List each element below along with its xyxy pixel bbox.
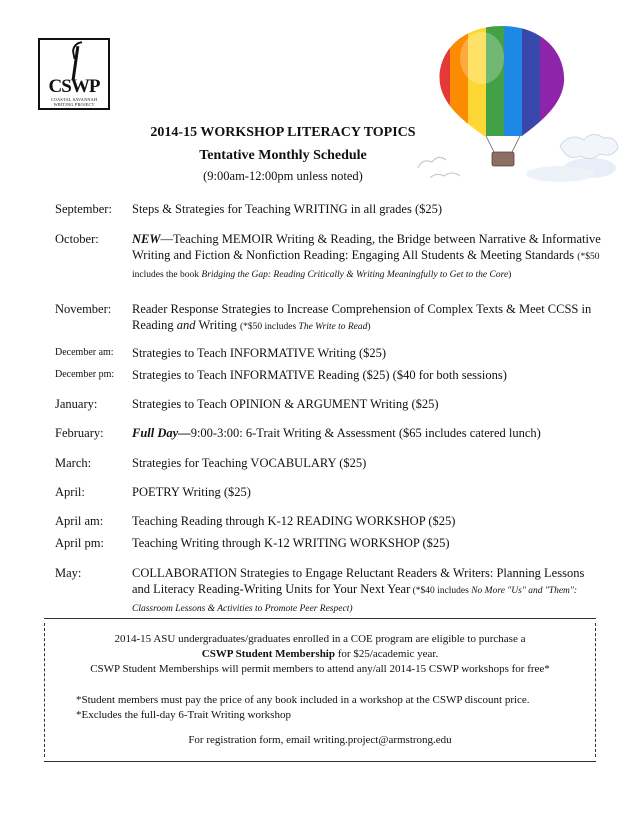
month-label: April: (55, 485, 85, 499)
page-subtitle: Tentative Monthly Schedule (199, 148, 367, 163)
topic-text: Teaching Reading through K-12 READING WORKSHOP ($25) (132, 514, 456, 528)
quill-pen-icon (72, 46, 80, 80)
logo-mark: CSWP (48, 76, 100, 97)
topic-text: Teaching Writing through K-12 WRITING WORKSHOP ($25) (132, 536, 450, 550)
topic-text: Full Day—9:00-3:00: 6-Trait Writing & Assessment ($65 includes catered lunch) (132, 426, 541, 440)
month-label: March: (55, 456, 92, 470)
membership-price: CSWP Student Membership for $25/academic year. (201, 648, 439, 660)
topic-text: Steps & Strategies for Teaching WRITING in all grades ($25) (132, 202, 443, 216)
month-label: November: (55, 302, 112, 316)
registration-contact: For registration form, email writing.project@armstrong.edu (188, 734, 452, 746)
book-note: (*$50 includes the book Bridging the Gap: Reading Critically & Writing Meaningfully to Get to the Core) (132, 252, 600, 280)
month-label: December am: (55, 347, 114, 358)
logo-subtitle: COASTAL SAVANNAH WRITING PROJECT (50, 97, 98, 107)
topic-text: NEW—Teaching MEMOIR Writing & Reading, the Bridge between Narrative & Informative Writing and Fiction & Nonfiction Reading: Engaging All Students & Meeting Standards (*$50 includes the book Bridging the Gap: Reading Critically & Writing Meaningfully to Get to the Core) (132, 232, 601, 280)
month-label: April pm: (55, 536, 104, 550)
membership-eligibility: 2014-15 ASU undergraduates/graduates enrolled in a COE program are eligible to purchase a (114, 633, 526, 645)
month-label: February: (55, 426, 104, 440)
topic-text: Strategies to Teach OPINION & ARGUMENT Writing ($25) (132, 397, 439, 411)
topic-text: COLLABORATION Strategies to Engage Reluctant Readers & Writers: Planning Lessons and Literacy Reading-Writing Units for Your Next Year (*$40 includes No More "Us" and "Them": Classroom Lessons & Activities to Promote Peer Respect) (132, 566, 585, 614)
topic-text: Strategies to Teach INFORMATIVE Reading ($25) ($40 for both sessions) (132, 368, 507, 382)
month-label: April am: (55, 514, 104, 528)
month-label: January: (55, 397, 98, 411)
topic-text: Strategies for Teaching VOCABULARY ($25) (132, 456, 367, 470)
book-note: (*$50 includes The Write to Read) (239, 322, 371, 332)
cswp-logo (38, 38, 110, 110)
month-label: September: (55, 202, 112, 216)
month-label: December pm: (55, 369, 115, 380)
membership-benefit: CSWP Student Memberships will permit members to attend any/all 2014-15 CSWP workshops for free* (90, 663, 550, 675)
exclusion-note: *Excludes the full-day 6-Trait Writing workshop (76, 709, 291, 721)
topic-text: POETRY Writing ($25) (132, 485, 251, 499)
month-label: October: (55, 232, 99, 246)
membership-info-box (44, 618, 596, 762)
book-price-note: *Student members must pay the price of any book included in a workshop at the CSWP discount price. (76, 694, 530, 706)
new-badge: NEW (132, 232, 161, 246)
month-label: May: (55, 566, 82, 580)
topic-text: Reader Response Strategies to Increase Comprehension of Complex Texts & Meet CCSS in Reading and Writing (*$50 includes The Write to Read) (132, 302, 592, 332)
topic-text: Strategies to Teach INFORMATIVE Writing ($25) (132, 346, 387, 360)
book-note: (*$40 includes No More "Us" and "Them": Classroom Lessons & Activities to Promote Peer Respect) (132, 586, 578, 614)
time-note: (9:00am-12:00pm unless noted) (203, 169, 363, 183)
page-title: 2014-15 WORKSHOP LITERACY TOPICS (150, 125, 416, 140)
